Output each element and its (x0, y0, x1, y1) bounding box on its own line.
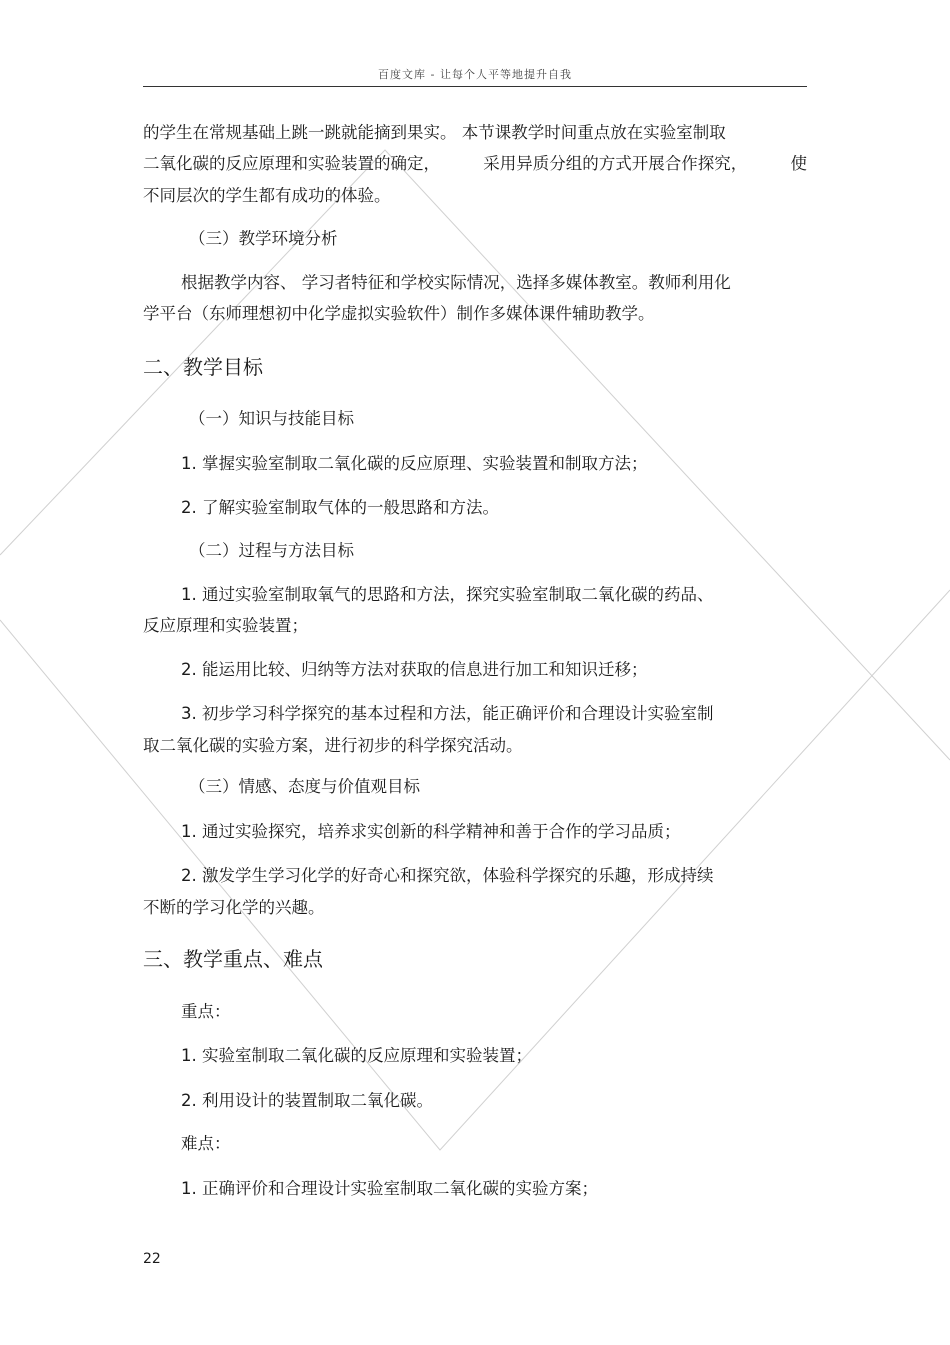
key-item-1: 1. 实验室制取二氧化碳的反应原理和实验装置； (181, 1046, 532, 1065)
page-header: 百度文库 - 让每个人平等地提升自我 (143, 66, 807, 87)
difficulty-item-1: 1. 正确评价和合理设计实验室制取二氧化碳的实验方案； (181, 1179, 598, 1198)
knowledge-item-1: 1. 掌握实验室制取二氧化碳的反应原理、实验装置和制取方法； (181, 454, 648, 473)
intro-line-2-part-3: 使 (790, 154, 807, 173)
intro-line-2-part-1: 二氧化碳的反应原理和实验装置的确定， (143, 154, 440, 173)
emotion-item-2-line-1: 2. 激发学生学习化学的好奇心和探究欲，体验科学探究的乐趣，形成持续 (181, 866, 714, 885)
env-line-2: 学平台（东师理想初中化学虚拟实验软件）制作多媒体课件辅助教学。 (143, 304, 655, 323)
process-item-3-line-2: 取二氧化碳的实验方案，进行初步的科学探究活动。 (143, 736, 523, 755)
process-heading: （二）过程与方法目标 (189, 541, 354, 560)
key-label: 重点： (181, 1002, 231, 1021)
page-number: 22 (143, 1251, 161, 1267)
intro-line-1: 的学生在常规基础上跳一跳就能摘到果实。 本节课教学时间重点放在实验室制取 (143, 123, 726, 142)
knowledge-heading: （一）知识与技能目标 (189, 409, 354, 428)
intro-line-2 (143, 154, 807, 174)
objectives-heading: 二、教学目标 (143, 355, 263, 379)
key-points-heading: 三、教学重点、难点 (143, 947, 323, 971)
env-line-1: 根据教学内容、 学习者特征和学校实际情况，选择多媒体教室。教师利用化 (181, 273, 731, 292)
knowledge-item-2: 2. 了解实验室制取气体的一般思路和方法。 (181, 498, 499, 517)
process-item-1-line-1: 1. 通过实验室制取氧气的思路和方法，探究实验室制取二氧化碳的药品、 (181, 585, 714, 604)
env-heading: （三）教学环境分析 (189, 229, 338, 248)
difficulty-label: 难点： (181, 1134, 231, 1153)
emotion-item-1: 1. 通过实验探究，培养求实创新的科学精神和善于合作的学习品质； (181, 822, 681, 841)
emotion-item-2-line-2: 不断的学习化学的兴趣。 (143, 898, 325, 917)
intro-line-2-part-2: 采用异质分组的方式开展合作探究， (483, 154, 748, 173)
process-item-3-line-1: 3. 初步学习科学探究的基本过程和方法，能正确评价和合理设计实验室制 (181, 704, 714, 723)
intro-line-3: 不同层次的学生都有成功的体验。 (143, 186, 391, 205)
key-item-2: 2. 利用设计的装置制取二氧化碳。 (181, 1091, 433, 1110)
process-item-2: 2. 能运用比较、归纳等方法对获取的信息进行加工和知识迁移； (181, 660, 648, 679)
emotion-heading: （三）情感、态度与价值观目标 (189, 777, 420, 796)
process-item-1-line-2: 反应原理和实验装置； (143, 616, 308, 635)
